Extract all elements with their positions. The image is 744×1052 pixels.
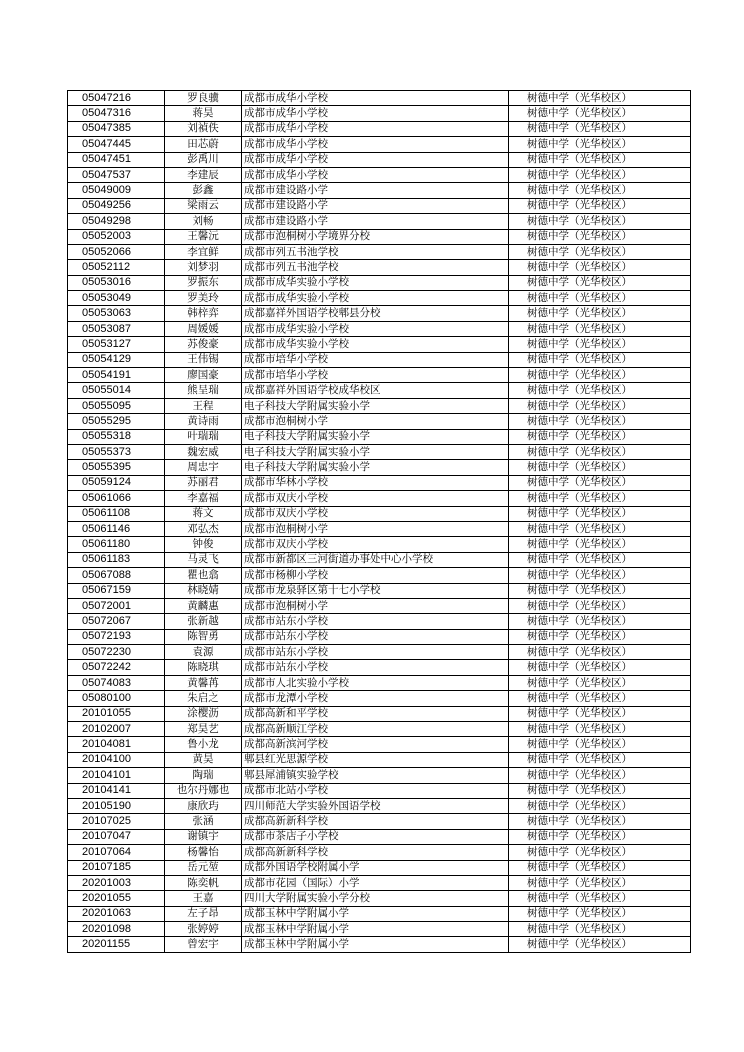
admitted-school-cell: 树德中学（光华校区） bbox=[509, 183, 691, 198]
student-id-cell: 05059124 bbox=[68, 475, 165, 490]
primary-school-cell: 成都市成华小学校 bbox=[242, 152, 509, 167]
primary-school-cell: 电子科技大学附属实验小学 bbox=[242, 460, 509, 475]
student-name-cell: 瞿也翕 bbox=[165, 568, 242, 583]
admitted-school-cell: 树德中学（光华校区） bbox=[509, 229, 691, 244]
student-id-cell: 20201098 bbox=[68, 922, 165, 937]
primary-school-cell: 成都市站东小学校 bbox=[242, 614, 509, 629]
admitted-school-cell: 树德中学（光华校区） bbox=[509, 845, 691, 860]
student-name-cell: 苏俊豪 bbox=[165, 337, 242, 352]
primary-school-cell: 成都嘉祥外国语学校成华校区 bbox=[242, 383, 509, 398]
admitted-school-cell: 树德中学（光华校区） bbox=[509, 768, 691, 783]
primary-school-cell: 成都市龙泉驿区第十七小学校 bbox=[242, 583, 509, 598]
primary-school-cell: 郫县红光思源学校 bbox=[242, 752, 509, 767]
student-id-cell: 20105190 bbox=[68, 798, 165, 813]
primary-school-cell: 成都玉林中学附属小学 bbox=[242, 922, 509, 937]
admission-list-table bbox=[67, 90, 691, 953]
admitted-school-cell: 树德中学（光华校区） bbox=[509, 383, 691, 398]
primary-school-cell: 电子科技大学附属实验小学 bbox=[242, 444, 509, 459]
primary-school-cell: 成都市建设路小学 bbox=[242, 214, 509, 229]
student-id-cell: 05047216 bbox=[68, 91, 165, 106]
admitted-school-cell: 树德中学（光华校区） bbox=[509, 798, 691, 813]
student-id-cell: 05052112 bbox=[68, 260, 165, 275]
student-id-cell: 05055095 bbox=[68, 398, 165, 413]
student-name-cell: 张婷婷 bbox=[165, 922, 242, 937]
student-name-cell: 郑昊艺 bbox=[165, 722, 242, 737]
table-row bbox=[68, 691, 691, 706]
admitted-school-cell: 树德中学（光华校区） bbox=[509, 337, 691, 352]
student-id-cell: 05047451 bbox=[68, 152, 165, 167]
table-row bbox=[68, 614, 691, 629]
student-name-cell: 黄诗雨 bbox=[165, 414, 242, 429]
table-row bbox=[68, 152, 691, 167]
admitted-school-cell: 树德中学（光华校区） bbox=[509, 829, 691, 844]
student-id-cell: 20107064 bbox=[68, 845, 165, 860]
table-row bbox=[68, 645, 691, 660]
table-row bbox=[68, 121, 691, 136]
admitted-school-cell: 树德中学（光华校区） bbox=[509, 429, 691, 444]
admitted-school-cell: 树德中学（光华校区） bbox=[509, 214, 691, 229]
admitted-school-cell: 树德中学（光华校区） bbox=[509, 814, 691, 829]
table-row bbox=[68, 845, 691, 860]
table-row bbox=[68, 198, 691, 213]
student-name-cell: 黄昊 bbox=[165, 752, 242, 767]
student-id-cell: 05072067 bbox=[68, 614, 165, 629]
student-name-cell: 梁雨云 bbox=[165, 198, 242, 213]
student-name-cell: 涂樱沥 bbox=[165, 706, 242, 721]
table-row bbox=[68, 675, 691, 690]
table-row bbox=[68, 214, 691, 229]
admitted-school-cell: 树德中学（光华校区） bbox=[509, 91, 691, 106]
admitted-school-cell: 树德中学（光华校区） bbox=[509, 275, 691, 290]
table-row bbox=[68, 352, 691, 367]
table-row bbox=[68, 521, 691, 536]
admitted-school-cell: 树德中学（光华校区） bbox=[509, 737, 691, 752]
student-id-cell: 20102007 bbox=[68, 722, 165, 737]
admitted-school-cell: 树德中学（光华校区） bbox=[509, 752, 691, 767]
table-row bbox=[68, 368, 691, 383]
primary-school-cell: 成都市双庆小学校 bbox=[242, 537, 509, 552]
student-id-cell: 20107025 bbox=[68, 814, 165, 829]
student-id-cell: 05067088 bbox=[68, 568, 165, 583]
admitted-school-cell: 树德中学（光华校区） bbox=[509, 368, 691, 383]
student-name-cell: 陈智勇 bbox=[165, 629, 242, 644]
admitted-school-cell: 树德中学（光华校区） bbox=[509, 244, 691, 259]
student-name-cell: 周忠宇 bbox=[165, 460, 242, 475]
primary-school-cell: 成都外国语学校附属小学 bbox=[242, 860, 509, 875]
primary-school-cell: 成都高新新科学校 bbox=[242, 845, 509, 860]
student-name-cell: 陈晓琪 bbox=[165, 660, 242, 675]
admitted-school-cell: 树德中学（光华校区） bbox=[509, 691, 691, 706]
student-name-cell: 鲁小龙 bbox=[165, 737, 242, 752]
admitted-school-cell: 树德中学（光华校区） bbox=[509, 675, 691, 690]
table-row bbox=[68, 321, 691, 336]
primary-school-cell: 成都市站东小学校 bbox=[242, 629, 509, 644]
student-name-cell: 刘梦羽 bbox=[165, 260, 242, 275]
table-row bbox=[68, 306, 691, 321]
student-id-cell: 05072230 bbox=[68, 645, 165, 660]
student-name-cell: 黄麟惠 bbox=[165, 598, 242, 613]
admitted-school-cell: 树德中学（光华校区） bbox=[509, 660, 691, 675]
student-name-cell: 王程 bbox=[165, 398, 242, 413]
admitted-school-cell: 树德中学（光华校区） bbox=[509, 321, 691, 336]
admitted-school-cell: 树德中学（光华校区） bbox=[509, 137, 691, 152]
primary-school-cell: 成都市成华小学校 bbox=[242, 106, 509, 121]
primary-school-cell: 成都市泡桐树小学 bbox=[242, 521, 509, 536]
table-row bbox=[68, 414, 691, 429]
student-id-cell: 20201063 bbox=[68, 906, 165, 921]
primary-school-cell: 成都高新顺江学校 bbox=[242, 722, 509, 737]
admitted-school-cell: 树德中学（光华校区） bbox=[509, 875, 691, 890]
student-id-cell: 05061066 bbox=[68, 491, 165, 506]
admitted-school-cell: 树德中学（光华校区） bbox=[509, 891, 691, 906]
primary-school-cell: 成都市成华小学校 bbox=[242, 167, 509, 182]
admitted-school-cell: 树德中学（光华校区） bbox=[509, 722, 691, 737]
admitted-school-cell: 树德中学（光华校区） bbox=[509, 614, 691, 629]
table-row bbox=[68, 91, 691, 106]
admitted-school-cell: 树德中学（光华校区） bbox=[509, 167, 691, 182]
admitted-school-cell: 树德中学（光华校区） bbox=[509, 260, 691, 275]
primary-school-cell: 成都市建设路小学 bbox=[242, 198, 509, 213]
primary-school-cell: 成都市站东小学校 bbox=[242, 660, 509, 675]
student-name-cell: 罗振东 bbox=[165, 275, 242, 290]
table-row bbox=[68, 137, 691, 152]
table-row bbox=[68, 106, 691, 121]
student-id-cell: 05047537 bbox=[68, 167, 165, 182]
student-name-cell: 李建辰 bbox=[165, 167, 242, 182]
student-id-cell: 20201055 bbox=[68, 891, 165, 906]
student-name-cell: 彭禹川 bbox=[165, 152, 242, 167]
student-id-cell: 05054129 bbox=[68, 352, 165, 367]
admitted-school-cell: 树德中学（光华校区） bbox=[509, 121, 691, 136]
table-row bbox=[68, 229, 691, 244]
primary-school-cell: 成都市成华实验小学校 bbox=[242, 321, 509, 336]
table-row bbox=[68, 291, 691, 306]
primary-school-cell: 成都市成华实验小学校 bbox=[242, 337, 509, 352]
table-row bbox=[68, 275, 691, 290]
student-id-cell: 20104100 bbox=[68, 752, 165, 767]
student-id-cell: 05061183 bbox=[68, 552, 165, 567]
table-row bbox=[68, 244, 691, 259]
admitted-school-cell: 树德中学（光华校区） bbox=[509, 537, 691, 552]
admitted-school-cell: 树德中学（光华校区） bbox=[509, 352, 691, 367]
student-id-cell: 20104141 bbox=[68, 783, 165, 798]
primary-school-cell: 成都市泡桐树小学 bbox=[242, 598, 509, 613]
admitted-school-cell: 树德中学（光华校区） bbox=[509, 506, 691, 521]
primary-school-cell: 成都市成华实验小学校 bbox=[242, 275, 509, 290]
student-id-cell: 05055395 bbox=[68, 460, 165, 475]
table-row bbox=[68, 444, 691, 459]
table-row bbox=[68, 598, 691, 613]
student-name-cell: 岳元堃 bbox=[165, 860, 242, 875]
table-row bbox=[68, 583, 691, 598]
table-row bbox=[68, 568, 691, 583]
admitted-school-cell: 树德中学（光华校区） bbox=[509, 106, 691, 121]
student-id-cell: 20107185 bbox=[68, 860, 165, 875]
student-id-cell: 05074083 bbox=[68, 675, 165, 690]
student-name-cell: 袁源 bbox=[165, 645, 242, 660]
student-name-cell: 王伟锡 bbox=[165, 352, 242, 367]
student-id-cell: 05072242 bbox=[68, 660, 165, 675]
table-body bbox=[68, 91, 691, 953]
table-row bbox=[68, 860, 691, 875]
student-name-cell: 彭鑫 bbox=[165, 183, 242, 198]
admitted-school-cell: 树德中学（光华校区） bbox=[509, 922, 691, 937]
admitted-school-cell: 树德中学（光华校区） bbox=[509, 568, 691, 583]
student-name-cell: 蒋昊 bbox=[165, 106, 242, 121]
primary-school-cell: 成都高新新科学校 bbox=[242, 814, 509, 829]
student-name-cell: 王馨沅 bbox=[165, 229, 242, 244]
table-row bbox=[68, 891, 691, 906]
table-row bbox=[68, 783, 691, 798]
student-id-cell: 05054191 bbox=[68, 368, 165, 383]
primary-school-cell: 成都市杨柳小学校 bbox=[242, 568, 509, 583]
student-name-cell: 张涵 bbox=[165, 814, 242, 829]
student-name-cell: 周媛媛 bbox=[165, 321, 242, 336]
student-id-cell: 05052003 bbox=[68, 229, 165, 244]
primary-school-cell: 成都市建设路小学 bbox=[242, 183, 509, 198]
student-id-cell: 05052066 bbox=[68, 244, 165, 259]
table-row bbox=[68, 660, 691, 675]
student-name-cell: 田芯蔚 bbox=[165, 137, 242, 152]
table-row bbox=[68, 629, 691, 644]
admitted-school-cell: 树德中学（光华校区） bbox=[509, 937, 691, 952]
admitted-school-cell: 树德中学（光华校区） bbox=[509, 552, 691, 567]
student-name-cell: 苏丽君 bbox=[165, 475, 242, 490]
admitted-school-cell: 树德中学（光华校区） bbox=[509, 291, 691, 306]
primary-school-cell: 成都市双庆小学校 bbox=[242, 506, 509, 521]
primary-school-cell: 成都玉林中学附属小学 bbox=[242, 937, 509, 952]
admitted-school-cell: 树德中学（光华校区） bbox=[509, 306, 691, 321]
primary-school-cell: 成都市北站小学校 bbox=[242, 783, 509, 798]
student-id-cell: 05061146 bbox=[68, 521, 165, 536]
student-id-cell: 05049298 bbox=[68, 214, 165, 229]
student-id-cell: 20101055 bbox=[68, 706, 165, 721]
table-row bbox=[68, 798, 691, 813]
student-name-cell: 廖国豪 bbox=[165, 368, 242, 383]
student-name-cell: 陶瑞 bbox=[165, 768, 242, 783]
student-id-cell: 05055373 bbox=[68, 444, 165, 459]
student-name-cell: 刘禎佚 bbox=[165, 121, 242, 136]
admitted-school-cell: 树德中学（光华校区） bbox=[509, 521, 691, 536]
student-id-cell: 05072193 bbox=[68, 629, 165, 644]
primary-school-cell: 成都市培华小学校 bbox=[242, 352, 509, 367]
student-id-cell: 20104081 bbox=[68, 737, 165, 752]
primary-school-cell: 电子科技大学附属实验小学 bbox=[242, 429, 509, 444]
table-row bbox=[68, 937, 691, 952]
table-row bbox=[68, 752, 691, 767]
primary-school-cell: 成都高新滨河学校 bbox=[242, 737, 509, 752]
student-name-cell: 朱启之 bbox=[165, 691, 242, 706]
primary-school-cell: 成都市泡桐树小学境界分校 bbox=[242, 229, 509, 244]
student-name-cell: 左子昂 bbox=[165, 906, 242, 921]
student-id-cell: 05080100 bbox=[68, 691, 165, 706]
student-name-cell: 张新越 bbox=[165, 614, 242, 629]
admitted-school-cell: 树德中学（光华校区） bbox=[509, 706, 691, 721]
student-id-cell: 05053016 bbox=[68, 275, 165, 290]
table-row bbox=[68, 922, 691, 937]
admitted-school-cell: 树德中学（光华校区） bbox=[509, 598, 691, 613]
table-row bbox=[68, 829, 691, 844]
student-id-cell: 05055318 bbox=[68, 429, 165, 444]
student-id-cell: 05055295 bbox=[68, 414, 165, 429]
primary-school-cell: 成都市成华小学校 bbox=[242, 121, 509, 136]
table-row bbox=[68, 183, 691, 198]
primary-school-cell: 成都市泡桐树小学 bbox=[242, 414, 509, 429]
primary-school-cell: 成都市列五书池学校 bbox=[242, 260, 509, 275]
student-id-cell: 20107047 bbox=[68, 829, 165, 844]
primary-school-cell: 成都嘉祥外国语学校郫县分校 bbox=[242, 306, 509, 321]
student-name-cell: 罗美玲 bbox=[165, 291, 242, 306]
student-id-cell: 05047385 bbox=[68, 121, 165, 136]
table-row bbox=[68, 398, 691, 413]
student-name-cell: 陈奕帆 bbox=[165, 875, 242, 890]
student-name-cell: 黄馨苒 bbox=[165, 675, 242, 690]
student-name-cell: 熊呈瑞 bbox=[165, 383, 242, 398]
primary-school-cell: 成都高新和平学校 bbox=[242, 706, 509, 721]
primary-school-cell: 成都市站东小学校 bbox=[242, 645, 509, 660]
admitted-school-cell: 树德中学（光华校区） bbox=[509, 398, 691, 413]
student-name-cell: 邓弘杰 bbox=[165, 521, 242, 536]
student-name-cell: 李宜鲜 bbox=[165, 244, 242, 259]
student-name-cell: 李嘉福 bbox=[165, 491, 242, 506]
primary-school-cell: 四川师范大学实验外国语学校 bbox=[242, 798, 509, 813]
student-name-cell: 魏宏威 bbox=[165, 444, 242, 459]
table-row bbox=[68, 460, 691, 475]
primary-school-cell: 成都市人北实验小学校 bbox=[242, 675, 509, 690]
student-id-cell: 05053063 bbox=[68, 306, 165, 321]
primary-school-cell: 成都市成华小学校 bbox=[242, 91, 509, 106]
table-row bbox=[68, 383, 691, 398]
table-row bbox=[68, 737, 691, 752]
admitted-school-cell: 树德中学（光华校区） bbox=[509, 460, 691, 475]
table-row bbox=[68, 722, 691, 737]
table-row bbox=[68, 475, 691, 490]
student-name-cell: 钟俊 bbox=[165, 537, 242, 552]
admitted-school-cell: 树德中学（光华校区） bbox=[509, 491, 691, 506]
student-id-cell: 05061108 bbox=[68, 506, 165, 521]
admitted-school-cell: 树德中学（光华校区） bbox=[509, 783, 691, 798]
student-id-cell: 05053049 bbox=[68, 291, 165, 306]
table-row bbox=[68, 491, 691, 506]
table-row bbox=[68, 537, 691, 552]
admitted-school-cell: 树德中学（光华校区） bbox=[509, 444, 691, 459]
admitted-school-cell: 树德中学（光华校区） bbox=[509, 860, 691, 875]
student-id-cell: 05049009 bbox=[68, 183, 165, 198]
student-id-cell: 05072001 bbox=[68, 598, 165, 613]
student-name-cell: 马灵飞 bbox=[165, 552, 242, 567]
student-name-cell: 罗良骥 bbox=[165, 91, 242, 106]
admitted-school-cell: 树德中学（光华校区） bbox=[509, 198, 691, 213]
student-id-cell: 20201003 bbox=[68, 875, 165, 890]
primary-school-cell: 成都市茶店子小学校 bbox=[242, 829, 509, 844]
table-row bbox=[68, 506, 691, 521]
primary-school-cell: 成都市新都区三河街道办事处中心小学校 bbox=[242, 552, 509, 567]
student-id-cell: 05047445 bbox=[68, 137, 165, 152]
table-row bbox=[68, 906, 691, 921]
student-id-cell: 05047316 bbox=[68, 106, 165, 121]
student-name-cell: 也尔丹娜也 bbox=[165, 783, 242, 798]
table-row bbox=[68, 337, 691, 352]
table-row bbox=[68, 814, 691, 829]
admitted-school-cell: 树德中学（光华校区） bbox=[509, 475, 691, 490]
primary-school-cell: 成都市花园（国际）小学 bbox=[242, 875, 509, 890]
student-id-cell: 05055014 bbox=[68, 383, 165, 398]
student-name-cell: 韩梓弈 bbox=[165, 306, 242, 321]
table-row bbox=[68, 706, 691, 721]
primary-school-cell: 电子科技大学附属实验小学 bbox=[242, 398, 509, 413]
admitted-school-cell: 树德中学（光华校区） bbox=[509, 583, 691, 598]
table-row bbox=[68, 260, 691, 275]
student-id-cell: 05067159 bbox=[68, 583, 165, 598]
student-id-cell: 20104101 bbox=[68, 768, 165, 783]
student-name-cell: 杨馨怡 bbox=[165, 845, 242, 860]
student-id-cell: 20201155 bbox=[68, 937, 165, 952]
student-name-cell: 曾宏宇 bbox=[165, 937, 242, 952]
admitted-school-cell: 树德中学（光华校区） bbox=[509, 414, 691, 429]
student-name-cell: 王嘉 bbox=[165, 891, 242, 906]
primary-school-cell: 成都市培华小学校 bbox=[242, 368, 509, 383]
primary-school-cell: 成都市双庆小学校 bbox=[242, 491, 509, 506]
primary-school-cell: 成都市龙潭小学校 bbox=[242, 691, 509, 706]
table-row bbox=[68, 552, 691, 567]
admitted-school-cell: 树德中学（光华校区） bbox=[509, 629, 691, 644]
table-row bbox=[68, 768, 691, 783]
admitted-school-cell: 树德中学（光华校区） bbox=[509, 645, 691, 660]
student-name-cell: 叶瑞瑞 bbox=[165, 429, 242, 444]
primary-school-cell: 成都市成华小学校 bbox=[242, 137, 509, 152]
student-name-cell: 蒋文 bbox=[165, 506, 242, 521]
student-id-cell: 05053087 bbox=[68, 321, 165, 336]
primary-school-cell: 四川大学附属实验小学分校 bbox=[242, 891, 509, 906]
primary-school-cell: 郫县犀浦镇实验学校 bbox=[242, 768, 509, 783]
table-row bbox=[68, 167, 691, 182]
primary-school-cell: 成都市成华实验小学校 bbox=[242, 291, 509, 306]
table-row bbox=[68, 875, 691, 890]
student-id-cell: 05049256 bbox=[68, 198, 165, 213]
student-name-cell: 康欣玙 bbox=[165, 798, 242, 813]
student-id-cell: 05053127 bbox=[68, 337, 165, 352]
student-name-cell: 林晓婧 bbox=[165, 583, 242, 598]
student-name-cell: 谢镇宇 bbox=[165, 829, 242, 844]
table-row bbox=[68, 429, 691, 444]
admitted-school-cell: 树德中学（光华校区） bbox=[509, 152, 691, 167]
primary-school-cell: 成都市列五书池学校 bbox=[242, 244, 509, 259]
admitted-school-cell: 树德中学（光华校区） bbox=[509, 906, 691, 921]
student-id-cell: 05061180 bbox=[68, 537, 165, 552]
student-name-cell: 刘畅 bbox=[165, 214, 242, 229]
primary-school-cell: 成都玉林中学附属小学 bbox=[242, 906, 509, 921]
primary-school-cell: 成都市华林小学校 bbox=[242, 475, 509, 490]
